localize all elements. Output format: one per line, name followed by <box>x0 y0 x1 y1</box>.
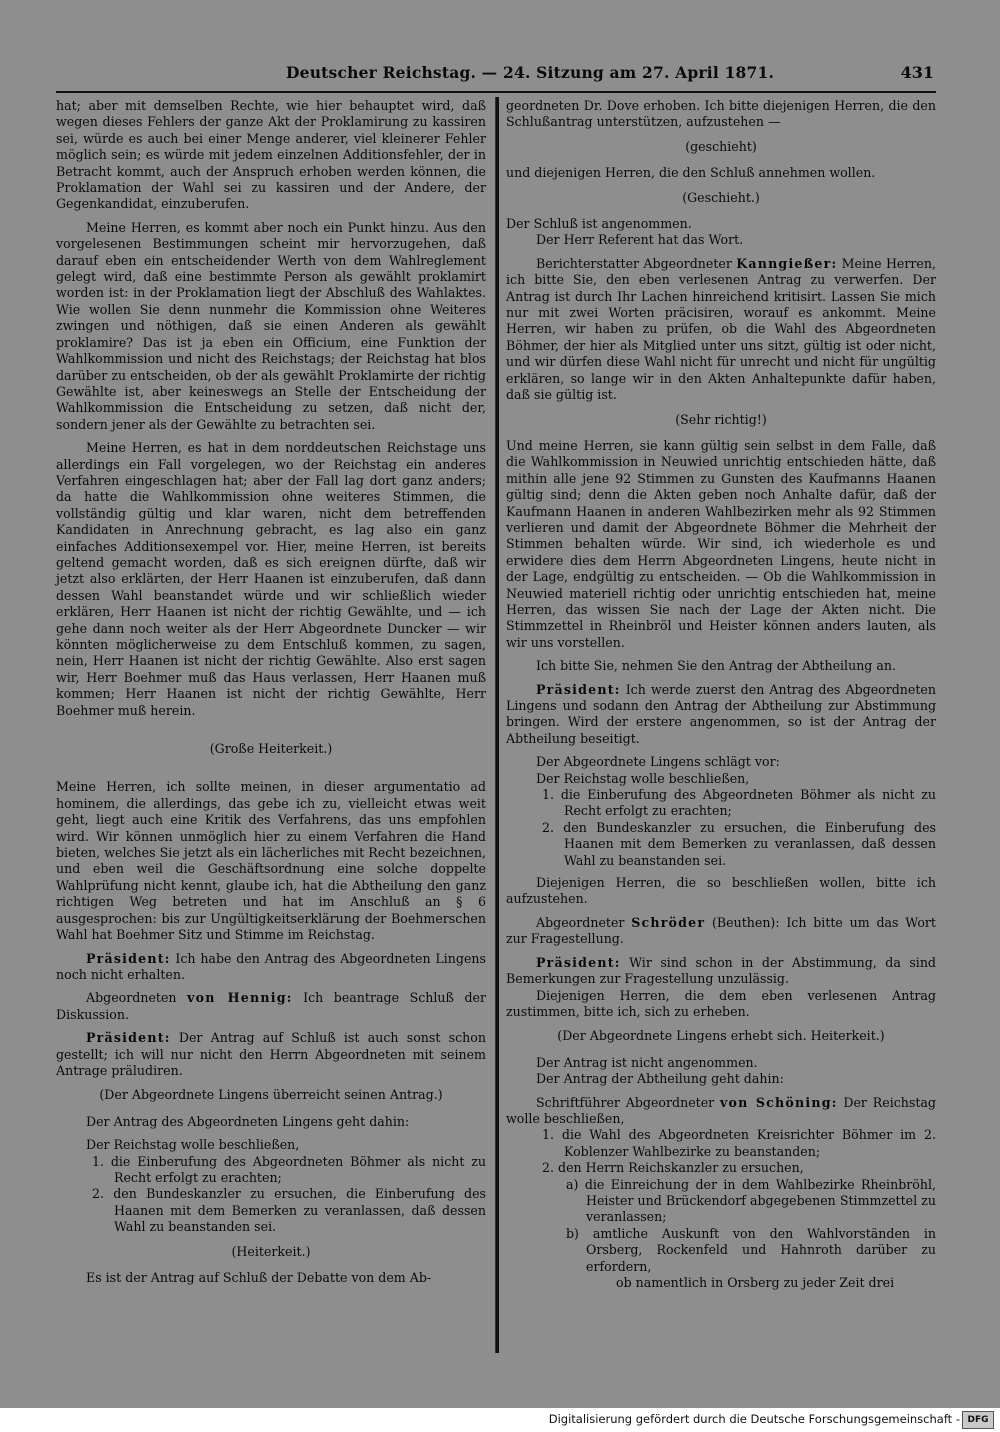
paragraph: hat; aber mit demselben Rechte, wie hier behauptet wird, daß wegen dieses Fehlers der ganze Akt der Proklamirung zu kassiren sei, würde es auch bei einer Menge anderer, viel kleinerer Fehler möglich sein; es würde mit jedem einzelnen Additionsfehler, der in Betracht kommt, auch der Anspruch erhoben werden können, die Proklamation der Wahl sei zu kassiren und der Andere, der Gegenkandidat, einzuberufen. <box>56 98 486 212</box>
speech <box>506 1095 936 1128</box>
stage-direction: (Heiterkeit.) <box>231 1243 311 1259</box>
paragraph: Der Schluß ist angenommen. <box>506 216 692 232</box>
speech-text: Ich werde zuerst den Antrag des Abgeordneten Lingens und sodann den Antrag der Abtheilung zur Abstimmung bringen. Wird der erstere angenommen, so ist der Antrag der Abtheilung beseitigt. <box>506 681 936 746</box>
right-column <box>506 98 936 1297</box>
paragraph: Und meine Herren, sie kann gültig sein selbst in dem Falle, daß die Wahlkommission in Neuwied unrichtig entschieden hätte, daß mithin alle jene 92 Stimmen zu Gunsten des Kaufmanns Haanen gültig sind; denn die Akten geben noch Anhalte dafür, daß der Kaufmann Haanen in anderen Wahlbezirken mehr als 92 Stimmen verlieren und damit der Abgeordnete Böhmer die Mehrheit der Stimmen behalten würde. Wir sind, ich wiederhole es und erwidere dies dem Herrn Abgeordneten Lingens, heute nicht in der Lage, endgültig zu entscheiden. — Ob die Wahlkommission in Neuwied materiell richtig oder unrichtig entschieden hat, meine Herren, das wissen Sie nach der Lage der Akten nicht. Die Stimmzettel in Rheinbröl und Heister können anders lauten, als wir uns vorstellen. <box>506 437 936 650</box>
speaker-role: Abgeordneter <box>536 914 632 930</box>
speech-text: Der Antrag auf Schluß ist auch sonst schon gestellt; ich will nur nicht den Herrn Abgeordneten mit seinem Antrage präludiren. <box>56 1030 486 1078</box>
stage-direction: (Der Abgeordnete Lingens erhebt sich. Heiterkeit.) <box>557 1028 885 1044</box>
page-header <box>56 63 936 87</box>
speaker-name: Schröder <box>631 914 706 930</box>
list-item: 1. die Einberufung des Abgeordneten Böhmer als nicht zu Recht erfolgt zu erachten; <box>542 787 936 819</box>
speaker-name: Präsident: <box>536 954 621 970</box>
column-divider <box>495 97 499 1353</box>
footer-bar <box>0 1408 1000 1432</box>
speaker-name: Präsident: <box>86 1030 171 1046</box>
paragraph: Ich bitte Sie, nehmen Sie den Antrag der Abtheilung an. <box>536 658 896 674</box>
paragraph: Der Antrag des Abgeordneten Lingens geht dahin: <box>86 1113 410 1129</box>
speaker-name: von Hennig: <box>187 990 293 1006</box>
list-item: 2. den Bundeskanzler zu ersuchen, die Einberufung des Haanen mit dem Bemerken zu veranlassen, daß dessen Wahl zu beanstanden sei. <box>542 819 936 868</box>
speech <box>56 990 486 1023</box>
paragraph: Meine Herren, es kommt aber noch ein Punkt hinzu. Aus den vorgelesenen Bestimmungen scheint mir hervorzugehen, daß darauf eben ein entscheidender Werth von dem Wahlreglement gelegt wird, daß eine bestimmte Person als gewählt proklamirt worden ist: in der Proklamation liegt der Abschluß des Wahlaktes. Wie wollen Sie denn nunmehr die Kommission ohne Weiteres zwingen und nöthigen, daß sie einen Anderen als gewählt proklamire? Das ist ja eben ein Officium, eine Funktion der Wahlkommission und nicht des Reichstags; der Reichstag hat blos darüber zu entscheiden, ob der als gewählt Proklamirte der richtig Gewählte ist, aber keineswegs an Stelle der Entscheidung der Wahlkommission die Entscheidung zu setzen, daß nicht der, sondern jener als der Gewählte zu betrachten sei. <box>56 219 486 432</box>
paragraph: und diejenigen Herren, die den Schluß annehmen wollen. <box>506 165 876 181</box>
header-rule <box>56 91 936 93</box>
list-lead: Der Reichstag wolle beschließen, <box>536 770 750 786</box>
speech-text: Meine Herren, ich bitte Sie, den eben verlesenen Antrag zu verwerfen. Der Antrag ist durch Ihr Lachen hinreichend kritisirt. Lassen Sie mich nur mit zwei Worten präcisiren, worauf es ankommt. Meine Herren, wir haben zu prüfen, ob die Wahl des Abgeordneten Böhmer, der hier als Mitglied unter uns sitzt, gültig ist oder nicht, und wir dürfen diese Wahl nicht für unrecht und nicht für ungültig erklären, so lange wir in den Akten Anhaltepunkte dafür haben, daß sie gültig ist. <box>506 255 936 403</box>
list-subitem: a) die Einreichung der in dem Wahlbezirke Rheinbröhl, Heister und Brückendorf abgegebenen Stimmzettel zu veranlassen; <box>566 1176 936 1225</box>
list-item: 2. den Herrn Reichskanzler zu ersuchen, <box>542 1160 804 1176</box>
speech <box>506 915 936 948</box>
speech <box>56 1030 486 1079</box>
motion-list <box>506 1127 936 1291</box>
paragraph: Der Herr Referent hat das Wort. <box>536 232 744 248</box>
left-column <box>56 98 486 1293</box>
speech <box>56 951 486 984</box>
motion-list <box>56 1137 486 1235</box>
stage-direction: (Sehr richtig!) <box>675 411 767 427</box>
list-item: 1. die Einberufung des Abgeordneten Böhmer als nicht zu Recht erfolgt zu erachten; <box>92 1153 486 1185</box>
running-title: Deutscher Reichstag. — 24. Sitzung am 27. April 1871. <box>286 63 775 82</box>
dfg-logo: DFG <box>962 1411 994 1429</box>
speech-text: (Beuthen): Ich bitte um das Wort zur Fragestellung. <box>506 914 936 947</box>
speech <box>506 256 936 404</box>
paragraph: Diejenigen Herren, die so beschließen wollen, bitte ich aufzustehen. <box>506 875 936 907</box>
speech-text: Ich beantrage Schluß der Diskussion. <box>56 990 486 1022</box>
paragraph: Meine Herren, ich sollte meinen, in dieser argumentatio ad hominem, die allerdings, das gebe ich zu, vielleicht etwas weit geht, liegt auch eine Kritik des Verfahrens, das uns empfohlen wird. Wir können unmöglich hier zu einem Verfahren die Hand bieten, welches Sie jetzt als ein lächerliches mit Recht bezeichnen, und eben weil die Geschäftsordnung eine solche doppelte Wahlprüfung nicht kennt, glaube ich, hat die Abtheilung den ganz richtigen Weg betreten und hat im Anschluß an § 6 ausgesprochen: bis zur Ungültigkeitserklärung der Boehmerschen Wahl hat Boehmer Sitz und Stimme im Reichstag. <box>56 779 486 943</box>
paragraph: Der Antrag der Abtheilung geht dahin: <box>536 1071 784 1087</box>
speech-text: Der Reichstag wolle beschließen, <box>506 1094 936 1126</box>
funding-credit: Digitalisierung gefördert durch die Deutsche Forschungsgemeinschaft - <box>548 1412 960 1426</box>
speaker-name: Kanngießer: <box>736 255 838 271</box>
stage-direction: (Große Heiterkeit.) <box>209 741 333 757</box>
paragraph: Meine Herren, es hat in dem norddeutschen Reichstage uns allerdings ein Fall vorgelegen, wo der Reichstag ein anderes Verfahren eingeschlagen hat; aber der Fall lag dort ganz anders; da hatte die Wahlkommission ohne weiteres Stimmen, die vollständig gültig und klar waren, nicht dem betreffenden Kandidaten in Anrechnung gebracht, es lag also ein ganz einfaches Additionsexempel vor. Hier, meine Herren, ist bereits geltend gemacht worden, daß es sich ereignen dürfte, daß wir jetzt also erklärten, der Herr Haanen ist einzuberufen, daß dann dessen Wahl beanstandet würde und wir schließlich wieder erklären, Herr Haanen ist nicht der richtig Gewählte, und — ich gehe dann noch weiter als der Herr Abgeordnete Duncker — wir könnten möglicherweise zu dem Entschluß kommen, zu sagen, nein, Herr Haanen ist nicht der richtig Gewählte. Also erst sagen wir, Herr Boehmer muß das Haus verlassen, Herr Haanen muß kommen; Herr Haanen ist nicht der richtig Gewählte, Herr Boehmer muß herein. <box>56 440 486 718</box>
speaker-name: Präsident: <box>86 950 171 966</box>
paragraph: Der Abgeordnete Lingens schlägt vor: <box>536 754 780 770</box>
speaker-role: Schriftführer Abgeordneter <box>536 1094 721 1110</box>
paragraph: Es ist der Antrag auf Schluß der Debatte von dem Ab- <box>86 1270 432 1285</box>
speech <box>506 955 936 988</box>
stage-direction: (geschieht) <box>685 138 757 154</box>
list-subitem: b) amtliche Auskunft von den Wahlvorständen in Orsberg, Rockenfeld und Hahnroth darüber zu erfordern, <box>566 1225 936 1274</box>
speaker-name: Präsident: <box>536 681 621 697</box>
speaker-role: Abgeordneten <box>86 990 188 1006</box>
speech-text: Wir sind schon in der Abstimmung, da sind Bemerkungen zur Fragestellung unzulässig. <box>506 954 936 987</box>
paragraph: Der Antrag ist nicht angenommen. <box>536 1054 758 1070</box>
paragraph: Diejenigen Herren, die dem eben verlesenen Antrag zustimmen, bitte ich, sich zu erheben. <box>506 987 936 1019</box>
list-item: 1. die Wahl des Abgeordneten Kreisrichter Böhmer im 2. Koblenzer Wahlbezirke zu beanstanden; <box>542 1127 936 1159</box>
motion-list <box>506 771 936 869</box>
list-item: 2. den Bundeskanzler zu ersuchen, die Einberufung des Haanen mit dem Bemerken zu veranlassen, daß dessen Wahl zu beanstanden sei. <box>92 1186 486 1235</box>
paragraph: geordneten Dr. Dove erhoben. Ich bitte diejenigen Herren, die den Schlußantrag unterstützen, aufzustehen — <box>506 98 936 130</box>
stage-direction: (Der Abgeordnete Lingens überreicht seinen Antrag.) <box>99 1087 443 1103</box>
list-lead: Der Reichstag wolle beschließen, <box>86 1137 300 1153</box>
speaker-role: Berichterstatter Abgeordneter <box>536 255 737 271</box>
list-subitem-continued: ob namentlich in Orsberg zu jeder Zeit drei <box>616 1275 895 1290</box>
stage-direction: (Geschieht.) <box>682 189 760 205</box>
speaker-name: von Schöning: <box>720 1094 838 1110</box>
page-number: 431 <box>900 63 934 82</box>
speech <box>506 682 936 748</box>
speech-text: Ich habe den Antrag des Abgeordneten Lingens noch nicht erhalten. <box>56 950 486 982</box>
